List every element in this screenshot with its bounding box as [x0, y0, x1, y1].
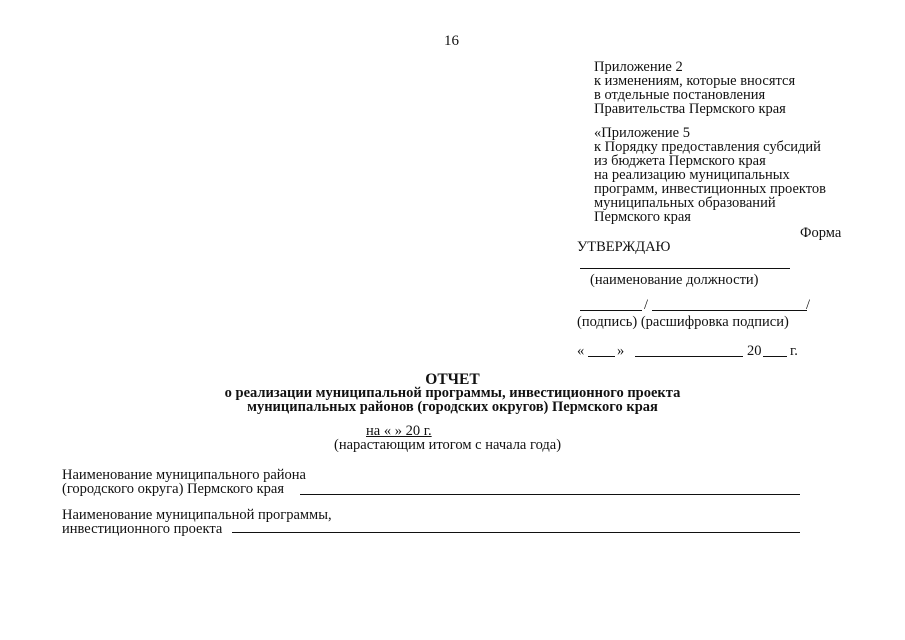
- signature-decoding-blank-line[interactable]: [652, 310, 807, 311]
- report-subtitle-line-1: о реализации муниципальной программы, инвестиционного проекта: [224, 385, 681, 401]
- appendix-line: в отдельные постановления: [594, 87, 766, 103]
- appendix-sub-line: к Порядку предоставления субсидий: [594, 139, 821, 155]
- report-title: ОТЧЕТ: [425, 371, 480, 388]
- date-open-quote: «: [577, 343, 585, 359]
- year-blank-line[interactable]: [763, 356, 787, 357]
- form-label: Форма: [800, 225, 842, 241]
- cumulative-note: (нарастающим итогом с начала года): [334, 437, 562, 453]
- signature-caption: (подпись) (расшифровка подписи): [577, 314, 789, 330]
- appendix-sub-line: из бюджета Пермского края: [594, 153, 766, 169]
- district-name-field[interactable]: [300, 494, 800, 495]
- appendix-line: Правительства Пермского края: [594, 101, 786, 117]
- report-subtitle-line-2: муниципальных районов (городских округов) Пермского края: [247, 399, 658, 415]
- year-prefix: 20: [747, 343, 762, 359]
- appendix-line: Приложение 2: [594, 59, 683, 75]
- appendix-sub-line: Пермского края: [594, 209, 691, 225]
- program-name-field[interactable]: [232, 532, 800, 533]
- appendix-sub-line: «Приложение 5: [594, 125, 690, 141]
- signature-slash-end: /: [806, 297, 811, 313]
- signature-slash: /: [644, 297, 649, 313]
- position-blank-line[interactable]: [580, 268, 790, 269]
- program-label-line-2: инвестиционного проекта: [62, 521, 223, 537]
- district-label-line-1: Наименование муниципального района: [62, 467, 306, 483]
- appendix-line: к изменениям, которые вносятся: [594, 73, 796, 89]
- approval-heading: УТВЕРЖДАЮ: [577, 239, 671, 255]
- district-label-line-2: (городского округа) Пермского края: [62, 481, 284, 497]
- appendix-sub-line: муниципальных образований: [594, 195, 776, 211]
- position-caption: (наименование должности): [590, 272, 759, 288]
- report-date-line[interactable]: на « » 20 г.: [366, 423, 432, 439]
- year-suffix: г.: [790, 343, 798, 359]
- day-blank-line[interactable]: [588, 356, 615, 357]
- appendix-sub-line: программ, инвестиционных проектов: [594, 181, 826, 197]
- month-blank-line[interactable]: [635, 356, 743, 357]
- appendix-sub-line: на реализацию муниципальных: [594, 167, 790, 183]
- program-label-line-1: Наименование муниципальной программы,: [62, 507, 332, 523]
- page-number: 16: [444, 33, 459, 49]
- appendix-block: [594, 60, 826, 224]
- date-close-quote: »: [617, 343, 625, 359]
- signature-blank-line[interactable]: [580, 310, 642, 311]
